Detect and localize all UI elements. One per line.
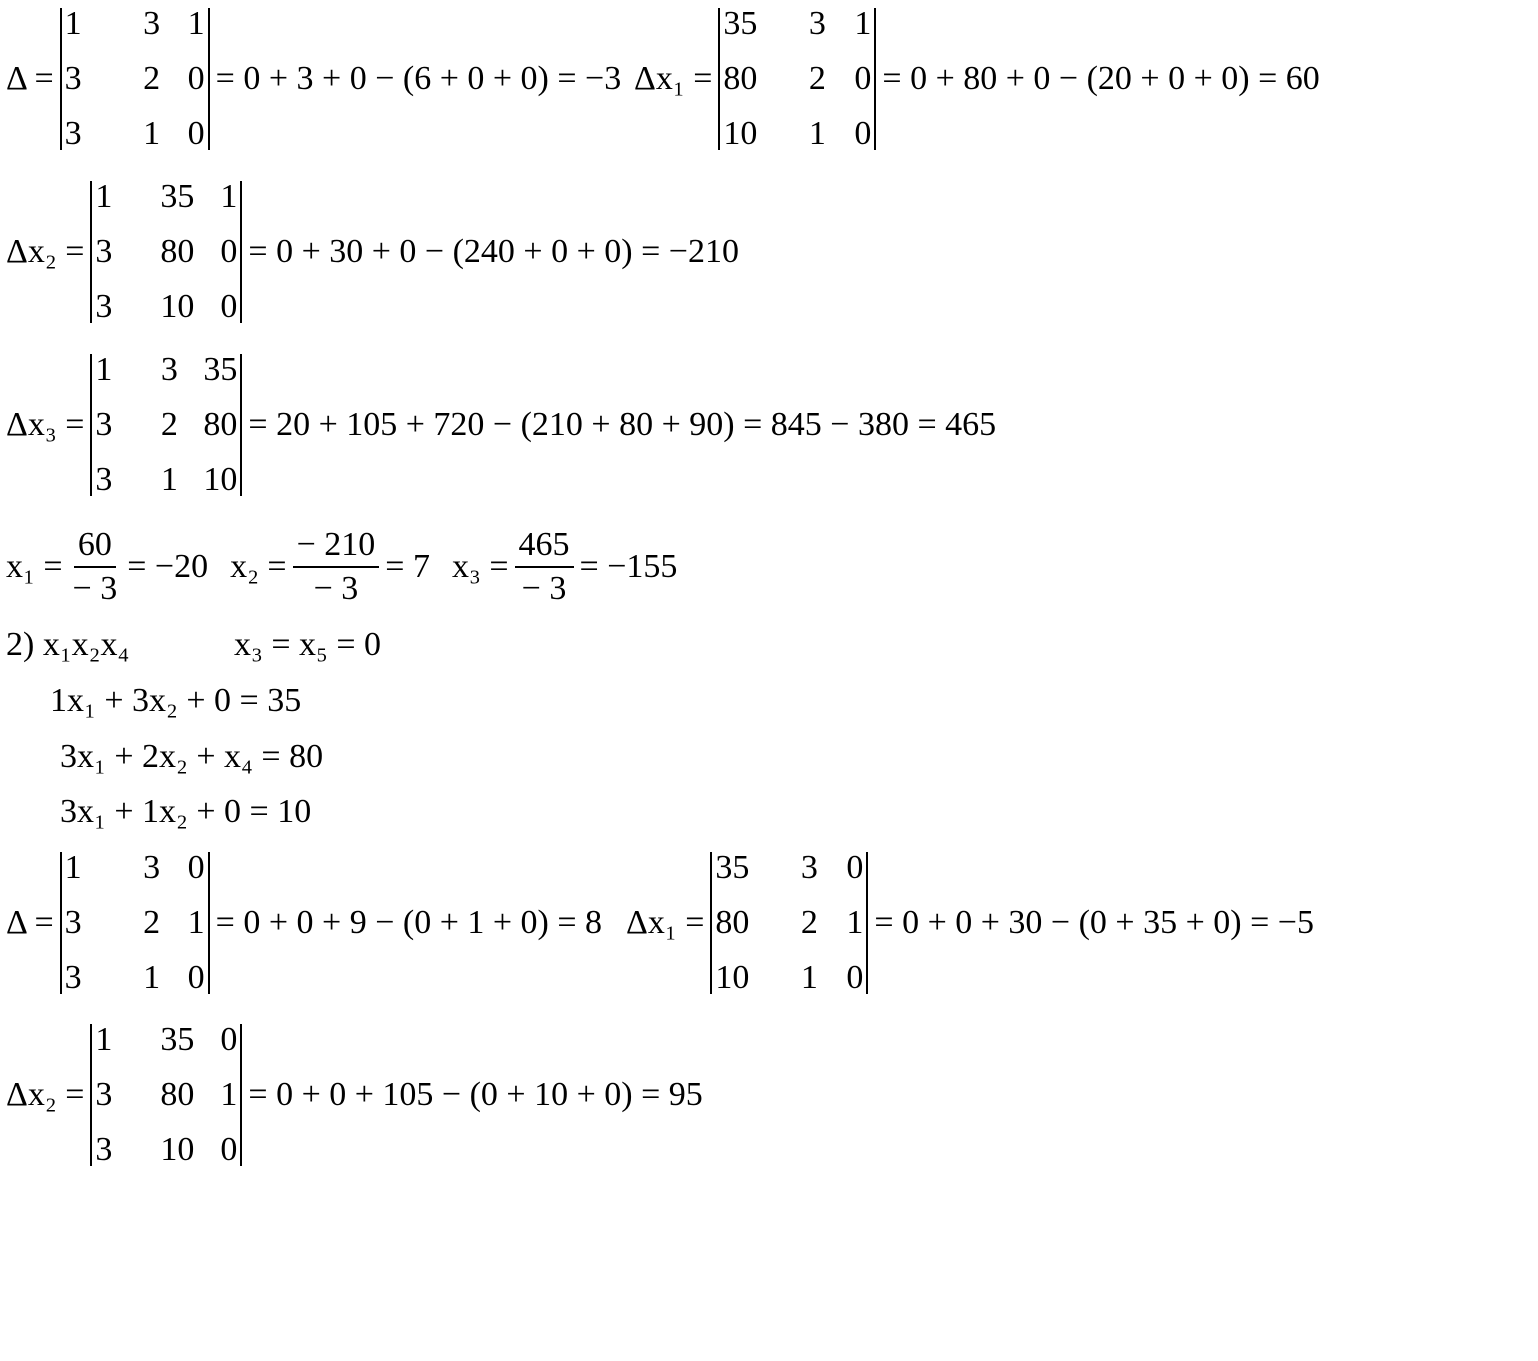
matrix-cell: 1	[64, 5, 82, 42]
matrix-cell: 0	[854, 115, 872, 152]
x1-fraction	[69, 528, 122, 606]
matrix-cell: 1	[143, 115, 161, 152]
matrix-cell: 0	[187, 849, 205, 886]
determinant-matrix	[718, 5, 876, 152]
matrix-cell: 2	[143, 60, 161, 97]
delta-x2-expansion: = 0 + 30 + 0 − (240 + 0 + 0) = −210	[248, 233, 739, 270]
fraction-denominator: − 3	[72, 570, 118, 607]
matrix-cell: 3	[95, 461, 113, 498]
matrix-cell: 1	[95, 178, 113, 215]
delta-x1-label: Δx₁ =	[626, 904, 705, 941]
delta-label: Δ =	[6, 60, 54, 97]
fraction-denominator: − 3	[521, 570, 567, 607]
matrix-cell: 3	[64, 115, 82, 152]
fraction-numerator: 465	[515, 528, 574, 568]
matrix-cell: 80	[715, 904, 750, 941]
matrix-cell: 0	[220, 233, 238, 270]
matrix-cell: 3	[95, 1131, 113, 1168]
matrix-cell: 0	[187, 115, 205, 152]
matrix-cell: 2	[808, 60, 826, 97]
matrix-cell: 3	[800, 849, 818, 886]
x2-label: x₂ =	[230, 548, 287, 585]
x3-label: x₃ =	[451, 548, 509, 585]
delta-expansion: = 0 + 0 + 9 − (0 + 1 + 0) = 8	[215, 904, 603, 941]
determinant-matrix	[60, 5, 210, 152]
delta-x1-equation-1	[634, 5, 1320, 152]
delta-x1-equation-2	[626, 849, 1314, 996]
fraction-numerator: − 210	[293, 528, 380, 568]
x3-result: = −155	[579, 548, 678, 585]
delta-x2-expansion: = 0 + 0 + 105 − (0 + 10 + 0) = 95	[248, 1076, 703, 1113]
matrix-cell: 80	[723, 60, 758, 97]
matrix-cell: 0	[854, 60, 872, 97]
x1-label: x₁ =	[6, 548, 63, 585]
delta-equation-1	[6, 5, 622, 152]
matrix-cell: 0	[846, 959, 864, 996]
matrix-cell: 35	[160, 178, 195, 215]
matrix-cell: 1	[95, 1021, 113, 1058]
part2-heading: 2) x₁x₂x₄	[6, 626, 130, 663]
matrix-cell: 1	[143, 959, 161, 996]
matrix-cell: 0	[187, 60, 205, 97]
matrix-cell: 1	[187, 5, 205, 42]
matrix-cell: 3	[143, 849, 161, 886]
system-equation-3: 3x₁ + 1x₂ + 0 = 10	[60, 793, 312, 830]
matrix-cell: 1	[854, 5, 872, 42]
matrix-cell: 35	[203, 351, 238, 388]
system-equation-1: 1x₁ + 3x₂ + 0 = 35	[50, 682, 302, 719]
delta-expansion: = 0 + 3 + 0 − (6 + 0 + 0) = −3	[215, 60, 622, 97]
x3-fraction	[515, 528, 574, 606]
matrix-cell: 3	[64, 60, 82, 97]
matrix-cell: 3	[64, 904, 82, 941]
delta-x2-equation-2	[6, 1021, 703, 1168]
matrix-cell: 35	[160, 1021, 195, 1058]
matrix-cell: 0	[846, 849, 864, 886]
delta-x1-label: Δx₁ =	[634, 60, 713, 97]
matrix-cell: 0	[220, 288, 238, 325]
matrix-cell: 3	[160, 351, 178, 388]
fraction-numerator: 60	[74, 528, 116, 568]
matrix-cell: 1	[846, 904, 864, 941]
matrix-cell: 3	[808, 5, 826, 42]
matrix-cell: 1	[64, 849, 82, 886]
delta-x1-expansion: = 0 + 80 + 0 − (20 + 0 + 0) = 60	[882, 60, 1320, 97]
matrix-cell: 0	[220, 1021, 238, 1058]
delta-equation-2	[6, 849, 603, 996]
delta-x3-expansion: = 20 + 105 + 720 − (210 + 80 + 90) = 845 − 380 = 465	[248, 406, 997, 443]
matrix-cell: 3	[95, 233, 113, 270]
delta-x3-label: Δx₃ =	[6, 406, 85, 443]
matrix-cell: 10	[203, 461, 238, 498]
matrix-cell: 10	[160, 288, 195, 325]
matrix-cell: 2	[143, 904, 161, 941]
matrix-cell: 35	[715, 849, 750, 886]
matrix-cell: 1	[808, 115, 826, 152]
matrix-cell: 1	[220, 1076, 238, 1113]
x2-result: = 7	[385, 548, 430, 585]
fraction-denominator: − 3	[313, 570, 359, 607]
matrix-cell: 80	[203, 406, 238, 443]
x1-result: = −20	[127, 548, 209, 585]
matrix-cell: 1	[187, 904, 205, 941]
determinant-matrix	[60, 849, 210, 996]
matrix-cell: 3	[95, 1076, 113, 1113]
part2-condition: x₃ = x₅ = 0	[234, 626, 382, 663]
matrix-cell: 0	[187, 959, 205, 996]
matrix-cell: 1	[220, 178, 238, 215]
determinant-matrix	[90, 178, 242, 325]
matrix-cell: 0	[220, 1131, 238, 1168]
matrix-cell: 1	[95, 351, 113, 388]
matrix-cell: 1	[160, 461, 178, 498]
matrix-cell: 80	[160, 1076, 195, 1113]
matrix-cell: 3	[95, 288, 113, 325]
delta-x1-expansion: = 0 + 0 + 30 − (0 + 35 + 0) = −5	[874, 904, 1314, 941]
matrix-cell: 80	[160, 233, 195, 270]
delta-x2-label: Δx₂ =	[6, 1076, 85, 1113]
delta-x3-equation-1	[6, 351, 997, 498]
x2-fraction	[293, 528, 380, 606]
determinant-matrix	[90, 351, 242, 498]
determinant-matrix	[90, 1021, 242, 1168]
matrix-cell: 3	[143, 5, 161, 42]
matrix-cell: 1	[800, 959, 818, 996]
matrix-cell: 3	[64, 959, 82, 996]
system-equation-2: 3x₁ + 2x₂ + x₄ = 80	[60, 738, 324, 775]
matrix-cell: 10	[160, 1131, 195, 1168]
determinant-matrix	[710, 849, 868, 996]
matrix-cell: 2	[160, 406, 178, 443]
matrix-cell: 10	[715, 959, 750, 996]
delta-label: Δ =	[6, 904, 54, 941]
delta-x2-equation-1	[6, 178, 739, 325]
delta-x2-label: Δx₂ =	[6, 233, 85, 270]
matrix-cell: 2	[800, 904, 818, 941]
matrix-cell: 35	[723, 5, 758, 42]
matrix-cell: 3	[95, 406, 113, 443]
solutions-row	[6, 528, 677, 606]
matrix-cell: 10	[723, 115, 758, 152]
